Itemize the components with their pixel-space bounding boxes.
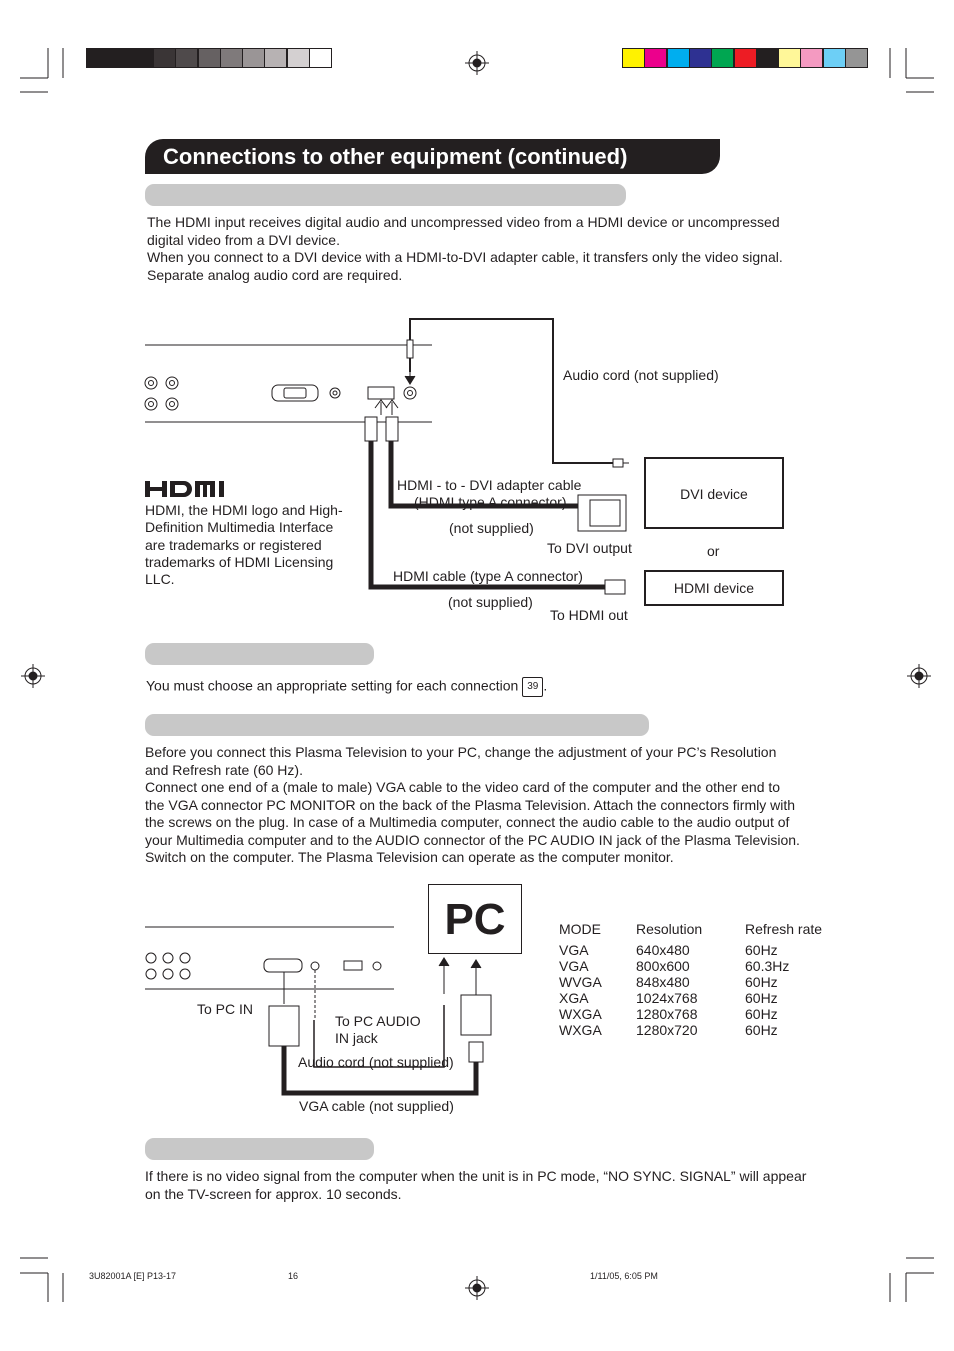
page-title: Connections to other equipment (continued) xyxy=(145,139,720,174)
section-header-bar xyxy=(145,1138,374,1160)
pc-mode-table xyxy=(559,921,822,1038)
color-swatch xyxy=(644,48,667,68)
gray-swatch xyxy=(220,48,243,68)
color-swatch xyxy=(823,48,846,68)
footer-page-number: 16 xyxy=(288,1271,299,1281)
table-row: XGA 1024x768 60Hz xyxy=(559,990,778,1006)
vga-connector-icon xyxy=(269,1006,299,1046)
gray-swatch xyxy=(86,48,109,68)
color-swatch xyxy=(667,48,690,68)
pc-intro: Before you connect this Plasma Television to your PC, change the adjustment of your PC’s Resolution and Refresh rate (60 Hz). Connect one end of a (male to male) VGA cable to the video card of the computer and the other end to the VGA connector PC MONITOR on the back of the Plasma Television. Attach the connectors firmly with the screws on the plug. In case of a Multimedia computer, connect the audio cable to the audio output of your Multimedia computer and to the AUDIO connector of the PC AUDIO IN jack of the Plasma Television. Switch on the computer. The Plasma Television can operate as the computer monitor. xyxy=(145,744,800,865)
color-swatch xyxy=(689,48,712,68)
color-swatch xyxy=(778,48,801,68)
to-dvi-output-label: To DVI output xyxy=(547,540,632,556)
or-label: or xyxy=(707,543,720,559)
footer-timestamp: 1/11/05, 6:05 PM xyxy=(590,1271,658,1281)
gray-swatch xyxy=(153,48,176,68)
color-swatch xyxy=(845,48,868,68)
footer-doc-id: 3U82001A [E] P13-17 xyxy=(89,1271,177,1281)
to-pc-audio-label: To PC AUDIO xyxy=(335,1013,421,1029)
hdmi-intro-line: The HDMI input receives digital audio and uncompressed video from a HDMI device or uncompressed xyxy=(147,214,780,230)
hdmi-intro-line: digital video from a DVI device. xyxy=(147,231,340,248)
gray-swatch xyxy=(131,48,154,68)
hdmi-device-box: HDMI device xyxy=(644,570,784,606)
vga-port-icon xyxy=(264,959,302,972)
gray-swatch xyxy=(287,48,310,68)
gray-swatch xyxy=(198,48,221,68)
hdmi-intro-line: When you connect to a DVI device with a HDMI-to-DVI adapter cable, it transfers only the video signal. xyxy=(147,249,783,265)
color-swatch xyxy=(800,48,823,68)
vga-cable-label: VGA cable (not supplied) xyxy=(299,1098,454,1114)
pc-computer-icon: PC xyxy=(428,884,522,954)
hdmi-port-icon xyxy=(344,961,362,970)
not-supplied-label: (not supplied) xyxy=(449,520,534,536)
to-hdmi-out-label: To HDMI out xyxy=(550,607,628,623)
gray-swatch xyxy=(264,48,287,68)
gray-swatch xyxy=(242,48,265,68)
audio-cord-label: Audio cord (not supplied) xyxy=(563,367,719,383)
table-row: VGA 640x480 60Hz xyxy=(559,942,778,958)
adapter-cable-label: HDMI - to - DVI adapter cable xyxy=(397,477,582,493)
color-swatch xyxy=(622,48,645,68)
color-swatch xyxy=(756,48,779,68)
gray-swatch xyxy=(108,48,131,68)
setting-note: You must choose an appropriate setting for each connection 39 . xyxy=(146,677,547,697)
not-supplied-label: (not supplied) xyxy=(448,594,533,610)
table-row: WVGA 848x480 60Hz xyxy=(559,974,778,990)
hdmi-intro-line: Separate analog audio cord are required. xyxy=(147,266,403,283)
to-pc-audio-label: IN jack xyxy=(335,1030,378,1046)
no-signal-note: If there is no video signal from the computer when the unit is in PC mode, “NO SYNC. SIGNAL” will appear on the TV-screen for approx. 10 seconds. xyxy=(145,1168,807,1202)
table-row: WXGA 1280x720 60Hz xyxy=(559,1022,778,1038)
dvi-device-box: DVI device xyxy=(644,457,784,529)
gray-swatch xyxy=(175,48,198,68)
gray-swatch xyxy=(309,48,332,68)
vga-connector-icon xyxy=(461,995,491,1035)
to-pc-in-label: To PC IN xyxy=(197,1001,254,1017)
rca-jack-icon xyxy=(146,953,190,979)
table-row: VGA 800x600 60.3Hz xyxy=(559,958,790,974)
color-swatch xyxy=(711,48,734,68)
audio-cord-label: Audio cord (not supplied) xyxy=(298,1054,454,1070)
hdmi-trademark-note: HDMI, the HDMI logo and High- Definition Multimedia Interface are trademarks or registered trademarks of HDMI Licensing LLC. xyxy=(145,502,343,588)
color-swatch xyxy=(734,48,757,68)
table-header: MODE Resolution Refresh rate xyxy=(559,921,823,937)
table-row: WXGA 1280x768 60Hz xyxy=(559,1006,778,1022)
hdmi-cable-label: HDMI cable (type A connector) xyxy=(393,568,583,584)
page-reference-badge[interactable]: 39 xyxy=(522,677,543,697)
adapter-cable-type: (HDMI type A connector) xyxy=(414,494,567,510)
